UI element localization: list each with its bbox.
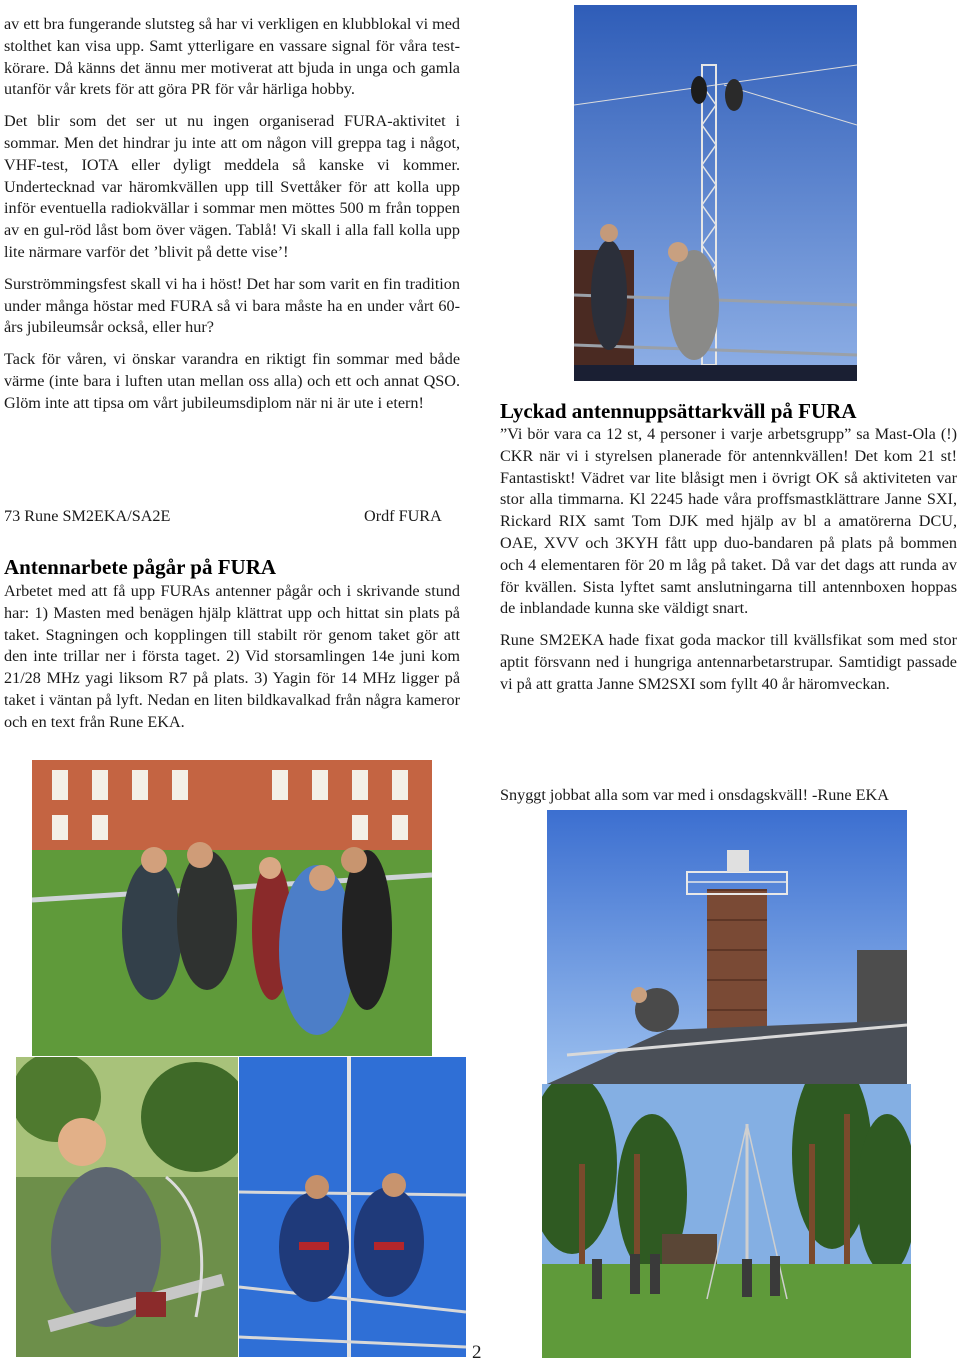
photo-man-at-antenna	[16, 1057, 238, 1357]
photo-mast-in-park	[542, 1084, 911, 1358]
paragraph: Surströmmingsfest skall vi ha i höst! Det har som varit en fin tradition under många höstar med FURA så vi bara måste ha en under vårt 60-års jubileumsår också, eller hur?	[4, 274, 460, 337]
signature-role: Ordf FURA	[364, 507, 442, 525]
paragraph: Det blir som det ser ut nu ingen organiserad FURA-aktivitet i sommar. Men det hindrar ju inte att om någon vill greppa tag i något, VHF-test, IOTA eller dyligt meddela så kanske vi kommer. Undertecknad var häromkvällen upp till Svettåker för att kolla upp inför eventuella radiokvällar i sommar men möttes 500 m från toppen av en gul-röd låst bom över vägen. Tablå! Vi skall i alla fall kolla upp lite närmare varför det ’blivit på dette vise’!	[4, 112, 460, 261]
intro-text	[4, 14, 460, 425]
paragraph: ”Vi bör vara ca 12 st, 4 personer i varje arbetsgrupp” sa Mast-Ola (!) CKR när vi i styrelsen planerade för antennkvällen! Det kom 21 st! Fantastiskt! Vädret var lite blåsigt men i övrigt OK så aktiviteten var stor alla timmarna. Kl 2245 hade våra proffsmastklättrare Janne SXI, Rickard RIX samt Tom DJK med hjälp av bl a amatörerna DCU, OAE, XVV och 3KYH fått upp duo-bandaren på plats på bommen och 4 elementaren för 20 m låg på taket. Då var det dags att runda av för kvällen. Sista lyftet samt anslutningarna till antennboxen hoppas de inblandade kunna ske väldigt snart.	[500, 425, 957, 618]
paragraph: Tack för våren, vi önskar varandra en riktigt fin sommar med både värme (inte bara i luften utan mellan oss alla) och ett och annat QSO. Glöm inte att tipsa om vårt jubileumsdiplom när ni är ute i etern!	[4, 350, 460, 412]
article-heading-right: Lyckad antennuppsättarkväll på FURA	[500, 399, 857, 423]
paragraph: av ett bra fungerande slutsteg så har vi verkligen en klubblokal vi med stolthet kan visa upp. Samt ytterligare en vassare signal för våra test-körare. Då känns det ännu mer motiverat att bjuda in unga och gamla utanför vår krets för att göra PR för vår härliga hobby.	[4, 15, 460, 99]
photo-brick-tower	[547, 810, 907, 1084]
article-body-right	[500, 424, 957, 706]
article-body-left	[4, 581, 460, 744]
page-number: 2	[472, 1342, 482, 1363]
article-heading-left: Antennarbete pågår på FURA	[4, 555, 277, 579]
photo-group-on-lawn	[32, 760, 432, 1056]
signature-name: 73 Rune SM2EKA/SA2E	[4, 507, 171, 525]
closing-line: Snyggt jobbat alla som var med i onsdagskväll! -Rune EKA	[500, 786, 889, 804]
paragraph: Arbetet med att få upp FURAs antenner pågår och i skrivande stund har: 1) Masten med benägen hjälp klättrat upp och hittat sin plats på taket. Stagningen och kopplingen till stabilt rör genom taket gör att den inte trillar ner i första taget. 2) Vid storsamlingen 14e juni kom 21/28 MHz yagi liksom R7 på plats. 3) Yagin för 14 MHz ligger på taket i väntan på lyft. Nedan en liten bildkavalkad från några kameror och en text från Rune EKA.	[4, 582, 460, 731]
photo-mast-climbers	[574, 5, 857, 381]
photo-climbers-blue-sky	[239, 1057, 466, 1357]
paragraph: Rune SM2EKA hade fixat goda mackor till kvällsfikat som med stor aptit försvann ned i hungriga antennarbetarstrupar. Samtidigt passade vi på att gratta Janne SM2SXI som fyllt 40 år häromveckan.	[500, 631, 957, 693]
